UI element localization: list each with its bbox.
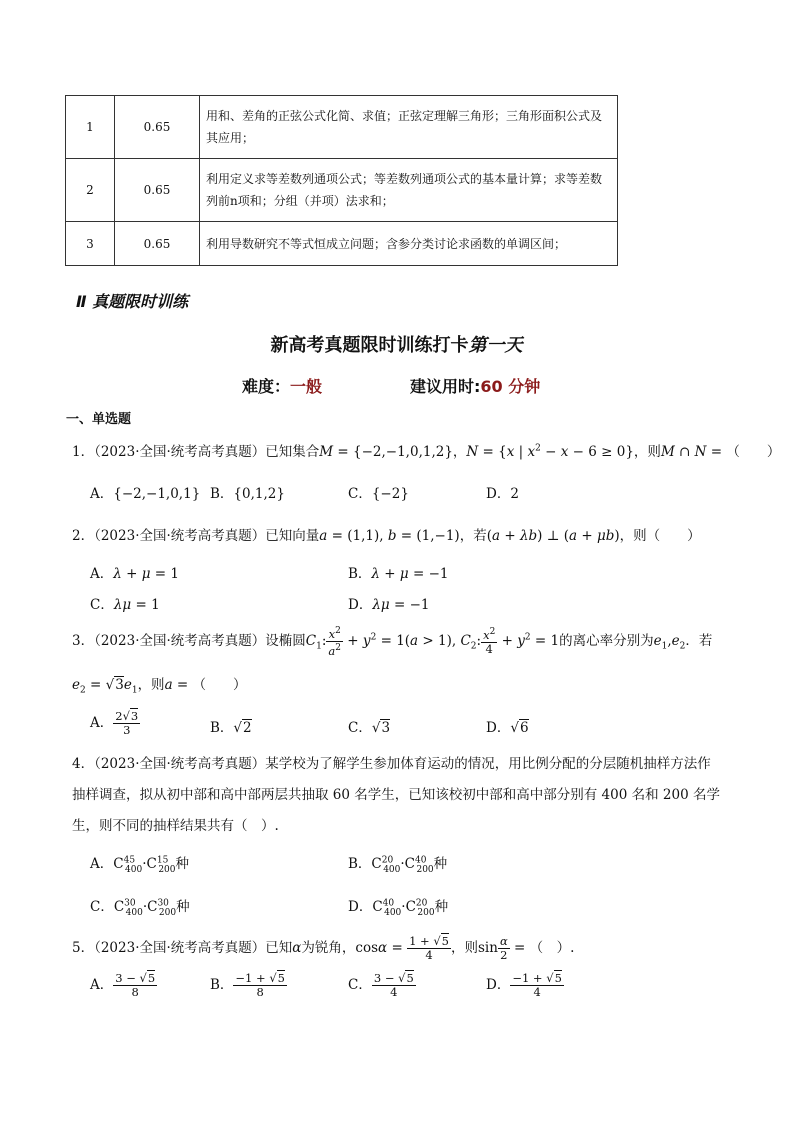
section-title: Ⅱ 真题限时训练 — [76, 292, 189, 311]
q1-option-b[interactable]: B．{0,1,2} — [210, 486, 285, 502]
difficulty-label: 难度： — [242, 377, 291, 396]
question-4-line3: 生，则不同的抽样结果共有（ ）. — [72, 818, 279, 834]
q5-mid1: 为锐角， — [301, 940, 356, 956]
part-heading: 一、单选题 — [66, 412, 132, 427]
q3-line2-mid: ，则 — [137, 677, 165, 693]
q1-option-d[interactable]: D．2 — [486, 486, 519, 502]
q3-mid: 的离心率分别为 — [559, 632, 654, 649]
q3-option-d[interactable]: D．√6 — [486, 720, 529, 736]
time-value: 60 分钟 — [480, 377, 541, 396]
row-topics: 用和、差角的正弦公式化简、求值；正弦定理解三角形；三角形面积公式及其应用； — [200, 96, 618, 159]
q4-option-c[interactable]: C．$C^{30}_{400}\cdot C^{30}_{200}$种 — [90, 898, 190, 918]
q1-option-c[interactable]: C．{−2} — [348, 486, 409, 502]
q5-tail: （ ）. — [529, 940, 575, 956]
q2-option-a[interactable]: A．λ + μ = 1 — [90, 566, 179, 582]
q4-option-d[interactable]: D．$C^{40}_{400}\cdot C^{20}_{200}$种 — [348, 898, 449, 918]
table-row — [66, 159, 618, 222]
q4-option-b[interactable]: B．$C^{20}_{400}\cdot C^{40}_{200}$种 — [348, 855, 448, 875]
q3-stem: 3．（2023·全国·统考高考真题）设椭圆 — [72, 632, 306, 649]
q3-option-b[interactable]: B．√2 — [210, 720, 252, 736]
time-label: 建议用时: — [410, 377, 481, 396]
q5-mid2: ，则 — [450, 940, 478, 956]
q3-option-c[interactable]: C．√3 — [348, 720, 391, 736]
row-score: 0.65 — [115, 222, 200, 266]
table-row — [66, 222, 618, 266]
q3-option-a[interactable]: A． $\frac{2√3}{3}$ — [90, 709, 139, 737]
q5-option-d[interactable]: D． $\frac{-1 + √5}{4}$ — [486, 971, 562, 999]
q2-mid: ，若 — [459, 528, 487, 544]
q1-set-m: M — [319, 444, 334, 460]
table-row — [66, 96, 618, 159]
q2-option-c[interactable]: C．λμ = 1 — [90, 597, 160, 613]
question-3-line2: $e_2 = √3e_1$，则a = （ ） — [72, 677, 247, 696]
question-5: 5．（2023·全国·统考高考真题）已知α为锐角，cosα = $\frac{1 + √5}{4}$ ，则sin $\frac{\alpha}{2}$ = （ ）. — [72, 934, 575, 962]
q1-stem: 1．（2023·全国·统考高考真题）已知集合 — [72, 444, 320, 460]
q2-option-d[interactable]: D．λμ = −1 — [348, 597, 430, 613]
q1-tail: （ ） — [726, 444, 781, 460]
row-number: 1 — [66, 96, 115, 159]
page-title — [0, 331, 793, 357]
q5-option-c[interactable]: C． $\frac{3 - √5}{4}$ — [348, 971, 414, 999]
q2-option-b[interactable]: B．λ + μ = −1 — [348, 566, 449, 582]
page-title-main: 新高考真题限时训练打卡 — [270, 335, 469, 356]
q5-stem: 5．（2023·全国·统考高考真题）已知 — [72, 940, 293, 956]
q3-tail: ．若 — [685, 632, 713, 649]
q2-stem: 2．（2023·全国·统考高考真题）已知向量 — [72, 528, 320, 544]
question-1: 1．（2023·全国·统考高考真题）已知集合M = {−2,−1,0,1,2}，N = {x | $x^2 - x - 6 \ge 0$}，则M ∩ N = （ ） — [72, 443, 781, 460]
row-score: 0.65 — [115, 96, 200, 159]
row-score: 0.65 — [115, 159, 200, 222]
row-topics: 利用定义求等差数列通项公式；等差数列通项公式的基本量计算；求等差数列前n项和；分组（并项）法求和； — [200, 159, 618, 222]
q5-option-a[interactable]: A． $\frac{3 - √5}{8}$ — [90, 971, 156, 999]
difficulty — [242, 374, 322, 397]
q2-tail: ，则（ ） — [619, 528, 701, 544]
q5-option-b[interactable]: B． $\frac{-1 + √5}{8}$ — [210, 971, 285, 999]
row-topics: 利用导数研究不等式恒成立问题；含参分类讨论求函数的单调区间； — [200, 222, 618, 266]
knowledge-table — [65, 95, 618, 266]
page-title-day: 第一天 — [468, 335, 523, 356]
question-3: 3．（2023·全国·统考高考真题）设椭圆$C_1$: $\frac{x^2}{a^2}$ + $y^2 = 1(a > 1)$, $C_2$: $\frac{x^2}{4}$ + $y^2 = 1$的离心率分别为$e_1,e_2$．若 — [72, 626, 713, 658]
question-4-line1: 4．（2023·全国·统考高考真题）某学校为了解学生参加体育运动的情况，用比例分配的分层随机抽样方法作 — [72, 756, 711, 772]
question-2: 2．（2023·全国·统考高考真题）已知向量a = (1,1), b = (1,−1)，若(a + λb) ⊥ (a + μb)，则（ ） — [72, 528, 701, 544]
q4-option-a[interactable]: A．$C^{45}_{400}\cdot C^{15}_{200}$种 — [90, 855, 189, 875]
q1-option-a[interactable]: A．{−2,−1,0,1} — [90, 486, 201, 502]
q3-line2-tail: （ ） — [192, 677, 247, 693]
difficulty-value: 一般 — [290, 377, 323, 396]
row-number: 2 — [66, 159, 115, 222]
row-number: 3 — [66, 222, 115, 266]
suggested-time — [410, 374, 540, 397]
question-4-line2: 抽样调查，拟从初中部和高中部两层共抽取 60 名学生，已知该校初中部和高中部分别有 400 名和 200 名学 — [72, 787, 720, 803]
